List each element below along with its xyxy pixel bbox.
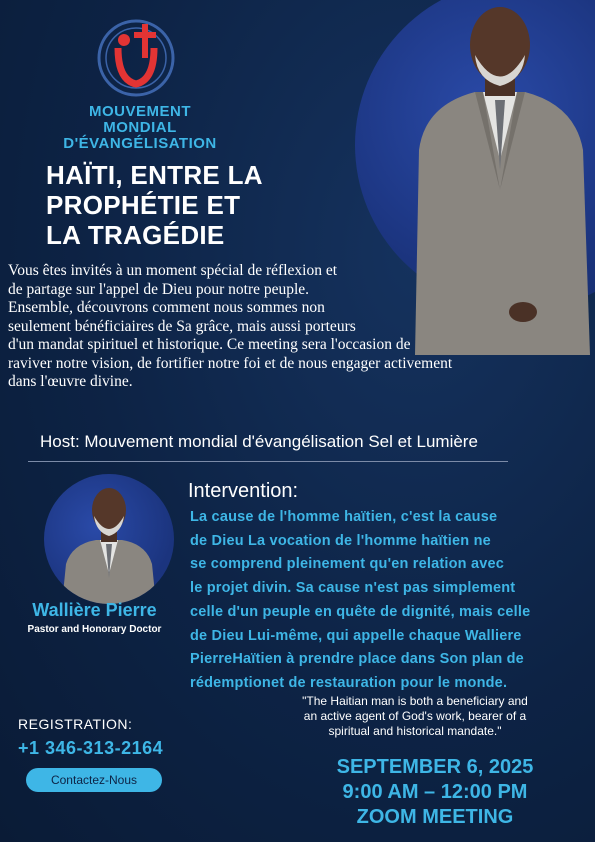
event-date: SEPTEMBER 6, 2025 [336, 756, 534, 778]
quote-line: "The Haitian man is both a beneficiary and [302, 694, 528, 708]
host-line: Host: Mouvement mondial d'évangélisation Sel et Lumière [40, 432, 478, 451]
event-title-line: HAÏTI, ENTRE LA [46, 160, 263, 190]
event-title [46, 160, 346, 250]
intro-line: raviver notre vision, de fortifier notre foi et de nous engager activement [8, 354, 453, 372]
speaker-role: Pastor and Honorary Doctor [27, 624, 162, 635]
divider [28, 461, 508, 462]
hero-speaker-photo [405, 0, 595, 355]
contact-us-button[interactable]: Contactez-Nous [26, 768, 162, 792]
intervention-line: de Dieu La vocation de l'homme haïtien ne [190, 532, 491, 549]
quote-line: an active agent of God's work, bearer of a [303, 709, 527, 723]
intervention-line: se comprend pleinement qu'en relation avec [190, 556, 505, 573]
intro-line: de partage sur l'appel de Dieu pour notre peuple. [8, 280, 310, 298]
intervention-text [190, 506, 590, 696]
event-details [300, 755, 570, 830]
registration-phone-link[interactable]: +1 346-313-2164 [18, 738, 164, 758]
registration-label: REGISTRATION: [18, 716, 133, 732]
intro-line: d'un mandat spirituel et historique. Ce meeting sera l'occasion de [8, 336, 411, 353]
speaker-name: Wallière Pierre [32, 600, 157, 620]
intervention-line: rédemptionet de restauration pour le monde. [190, 674, 508, 691]
intervention-line: le projet divin. Sa cause n'est pas simplement [190, 580, 516, 597]
quote [280, 694, 550, 739]
event-time: 9:00 AM – 12:00 PM [342, 781, 528, 803]
organization-name-line: D'ÉVANGÉLISATION [63, 135, 217, 152]
intervention-line: de Dieu Lui-même, qui appelle chaque Walliere [190, 627, 522, 644]
intro-paragraph [8, 262, 453, 392]
quote-line: spiritual and historical mandate." [328, 724, 502, 738]
organization-name [40, 104, 240, 152]
intervention-line: La cause de l'homme haïtien, c'est la cause [190, 509, 498, 525]
organization-name-line: MONDIAL [103, 119, 177, 136]
event-venue: ZOOM MEETING [356, 806, 514, 828]
organization-name-line: MOUVEMENT [89, 103, 191, 120]
intervention-line: celle d'un peuple en quête de dignité, mais celle [190, 603, 531, 620]
intro-line: dans l'œuvre divine. [8, 373, 133, 390]
event-title-line: LA TRAGÉDIE [46, 220, 225, 250]
intro-line: seulement bénéficiaires de Sa grâce, mais aussi porteurs [8, 317, 356, 335]
intro-line: Ensemble, découvrons comment nous sommes non [8, 299, 325, 316]
speaker-portrait-icon [44, 474, 174, 604]
intervention-heading: Intervention: [188, 480, 299, 502]
organization-logo [96, 18, 176, 98]
event-title-line: PROPHÉTIE ET [46, 190, 241, 220]
speaker-photo [44, 474, 174, 604]
intro-line: Vous êtes invités à un moment spécial de réflexion et [8, 262, 338, 279]
intervention-line: PierreHaïtien à prendre place dans Son plan de [190, 651, 524, 668]
